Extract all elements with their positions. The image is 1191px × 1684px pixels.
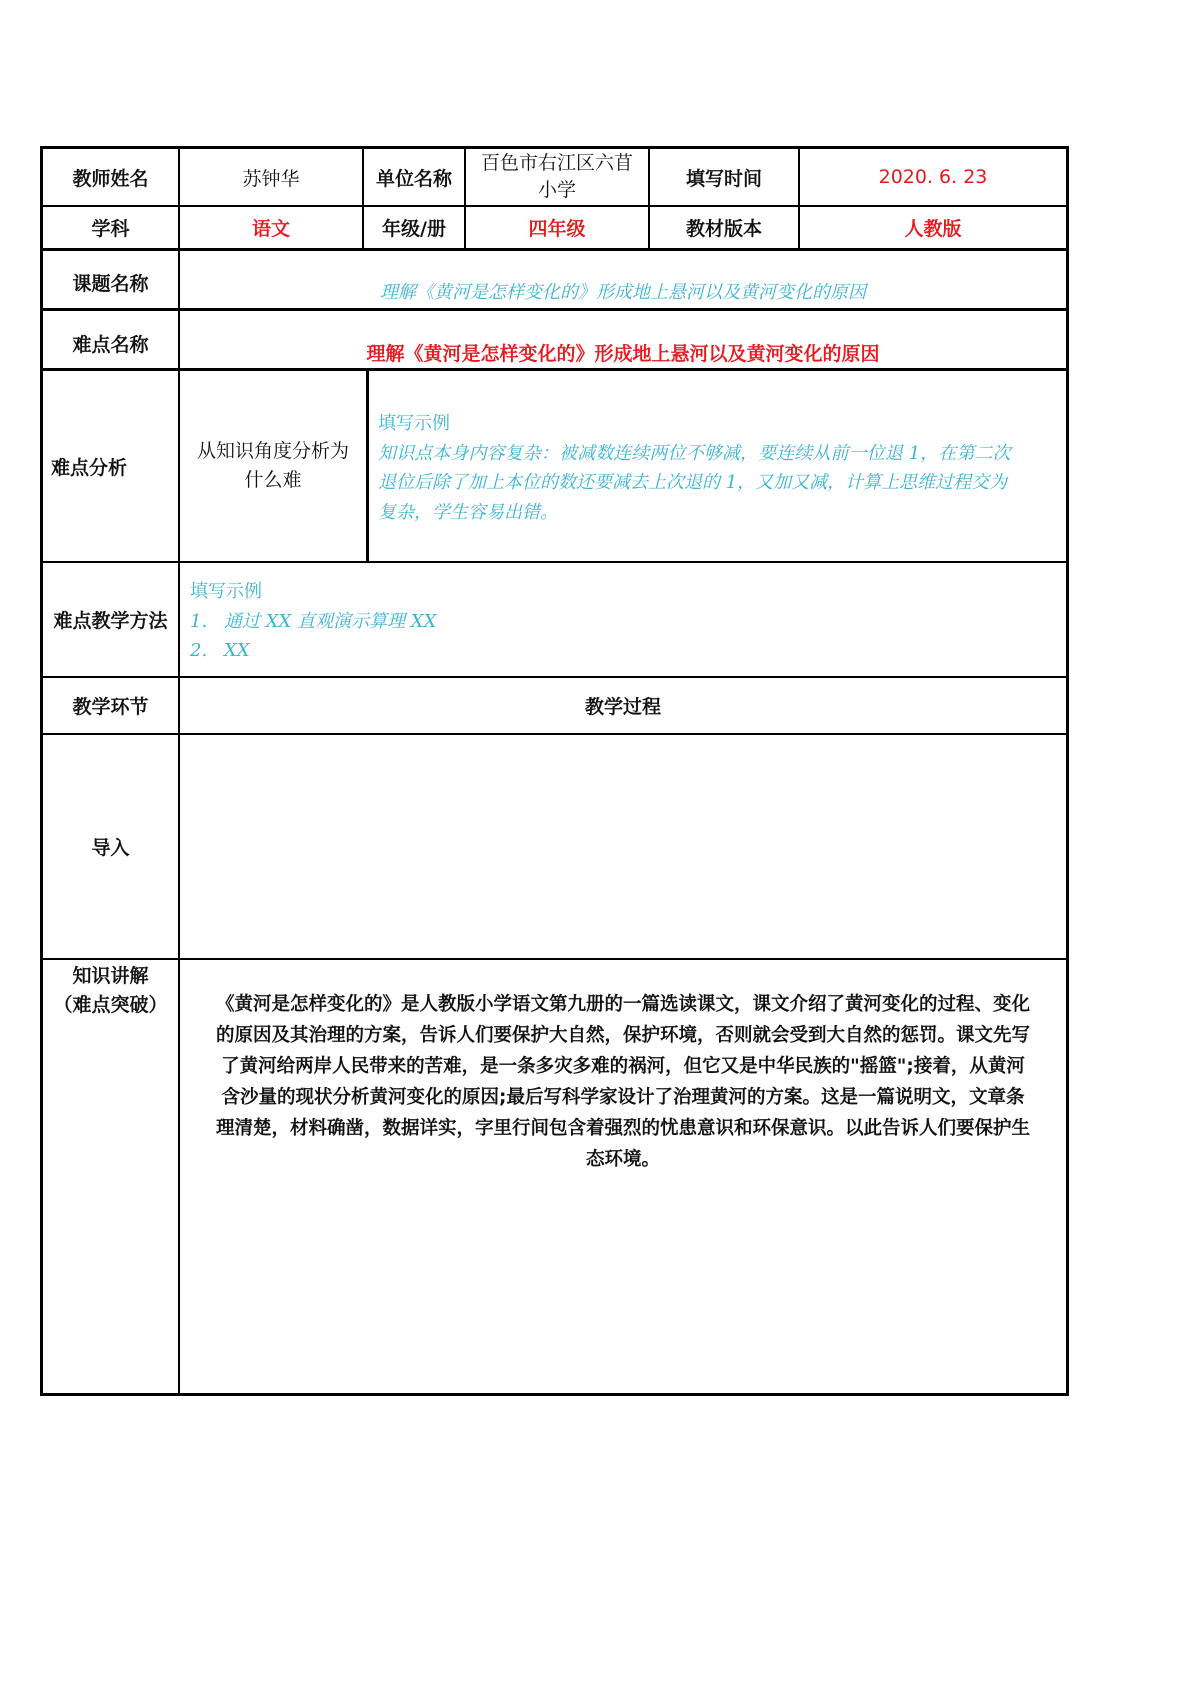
process-title: 教学过程 bbox=[584, 696, 661, 718]
subject-label: 学科 bbox=[91, 218, 130, 240]
process-label: 教学环节 bbox=[72, 696, 149, 718]
analysis-example-line-2: 退位后除了加上本位的数还要减去上次退的 1，又加又减，计算上思维过程交为 bbox=[378, 472, 1008, 493]
method-item-2-num: 2. bbox=[190, 640, 208, 661]
method-item-2-text: XX bbox=[224, 640, 250, 661]
intro-content bbox=[180, 735, 1066, 958]
topic-label: 课题名称 bbox=[72, 273, 149, 295]
fill-date-label: 填写时间 bbox=[685, 167, 762, 190]
method-example-title: 填写示例 bbox=[190, 581, 262, 602]
analysis-example-title: 填写示例 bbox=[378, 413, 450, 434]
difficulty-value: 理解《黄河是怎样变化的》形成地上悬河以及黄河变化的原因 bbox=[366, 343, 880, 365]
grade-value: 四年级 bbox=[528, 218, 586, 240]
knowledge-label-line-2: （难点突破） bbox=[53, 994, 168, 1016]
unit-name-value bbox=[466, 149, 648, 205]
analysis-example-line-1: 知识点本身内容复杂：被减数连续两位不够减，要连续从前一位退 1，在第二次 bbox=[378, 442, 1011, 464]
teacher-name-value: 苏钟华 bbox=[242, 167, 300, 190]
analysis-example bbox=[378, 409, 1062, 527]
knowledge-paragraph bbox=[184, 989, 1062, 1175]
analysis-sub-label-line-1: 从知识角度分析为 bbox=[196, 440, 349, 462]
method-item-2 bbox=[190, 636, 1050, 666]
knowledge-label-line-1: 知识讲解 bbox=[72, 965, 149, 987]
method-item-1 bbox=[190, 607, 1050, 637]
method-example bbox=[190, 577, 1050, 666]
row-divider-5 bbox=[40, 561, 1069, 563]
grade-label: 年级/册 bbox=[382, 218, 446, 240]
topic-value: 理解《黄河是怎样变化的》形成地上悬河以及黄河变化的原因 bbox=[380, 282, 866, 303]
subject-value: 语文 bbox=[251, 218, 290, 240]
border-right bbox=[1066, 146, 1069, 1396]
intro-label: 导入 bbox=[91, 837, 130, 859]
border-bottom bbox=[40, 1393, 1069, 1396]
edition-value: 人教版 bbox=[904, 218, 962, 240]
knowledge-line-1: 《黄河是怎样变化的》是人教版小学语文第九册的一篇选读课文，课文介绍了黄河变化的过程、变化 bbox=[215, 994, 1030, 1015]
knowledge-line-6: 态环境。 bbox=[585, 1149, 660, 1170]
analysis-sub-label-line-2: 什么难 bbox=[244, 469, 302, 491]
knowledge-line-4: 含沙量的现状分析黄河变化的原因;最后写科学家设计了治理黄河的方案。这是一篇说明文，文章条 bbox=[221, 1087, 1025, 1108]
analysis-example-line-3: 复杂，学生容易出错。 bbox=[378, 501, 558, 523]
analysis-sub-label bbox=[180, 371, 366, 561]
row-divider-8 bbox=[40, 958, 1069, 960]
edition-label: 教材版本 bbox=[685, 218, 762, 240]
method-label: 难点教学方法 bbox=[53, 610, 168, 632]
analysis-inner-divider bbox=[366, 370, 369, 562]
fill-date-value: 2020. 6. 23 bbox=[878, 166, 988, 188]
method-item-1-num: 1. bbox=[190, 610, 208, 632]
method-item-1-text: 通过 XX 直观演示算理 XX bbox=[224, 610, 437, 632]
knowledge-line-2: 的原因及其治理的方案，告诉人们要保护大自然，保护环境，否则就会受到大自然的惩罚。课文先写 bbox=[215, 1025, 1030, 1046]
knowledge-label bbox=[43, 962, 178, 1024]
knowledge-line-3: 了黄河给两岸人民带来的苦难，是一条多灾多难的祸河，但它又是中华民族的"摇篮";接着，从黄河 bbox=[221, 1056, 1025, 1077]
analysis-label: 难点分析 bbox=[51, 456, 128, 479]
knowledge-line-5: 理清楚，材料确凿，数据详实，字里行间包含着强烈的忧患意识和环保意识。以此告诉人们要保护生 bbox=[215, 1118, 1030, 1139]
difficulty-label: 难点名称 bbox=[72, 334, 149, 356]
teacher-name-label: 教师姓名 bbox=[72, 167, 149, 190]
unit-name-label: 单位名称 bbox=[375, 167, 452, 190]
unit-name-line-2: 小学 bbox=[537, 179, 576, 201]
unit-name-line-1: 百色市右江区六苜 bbox=[480, 152, 633, 174]
